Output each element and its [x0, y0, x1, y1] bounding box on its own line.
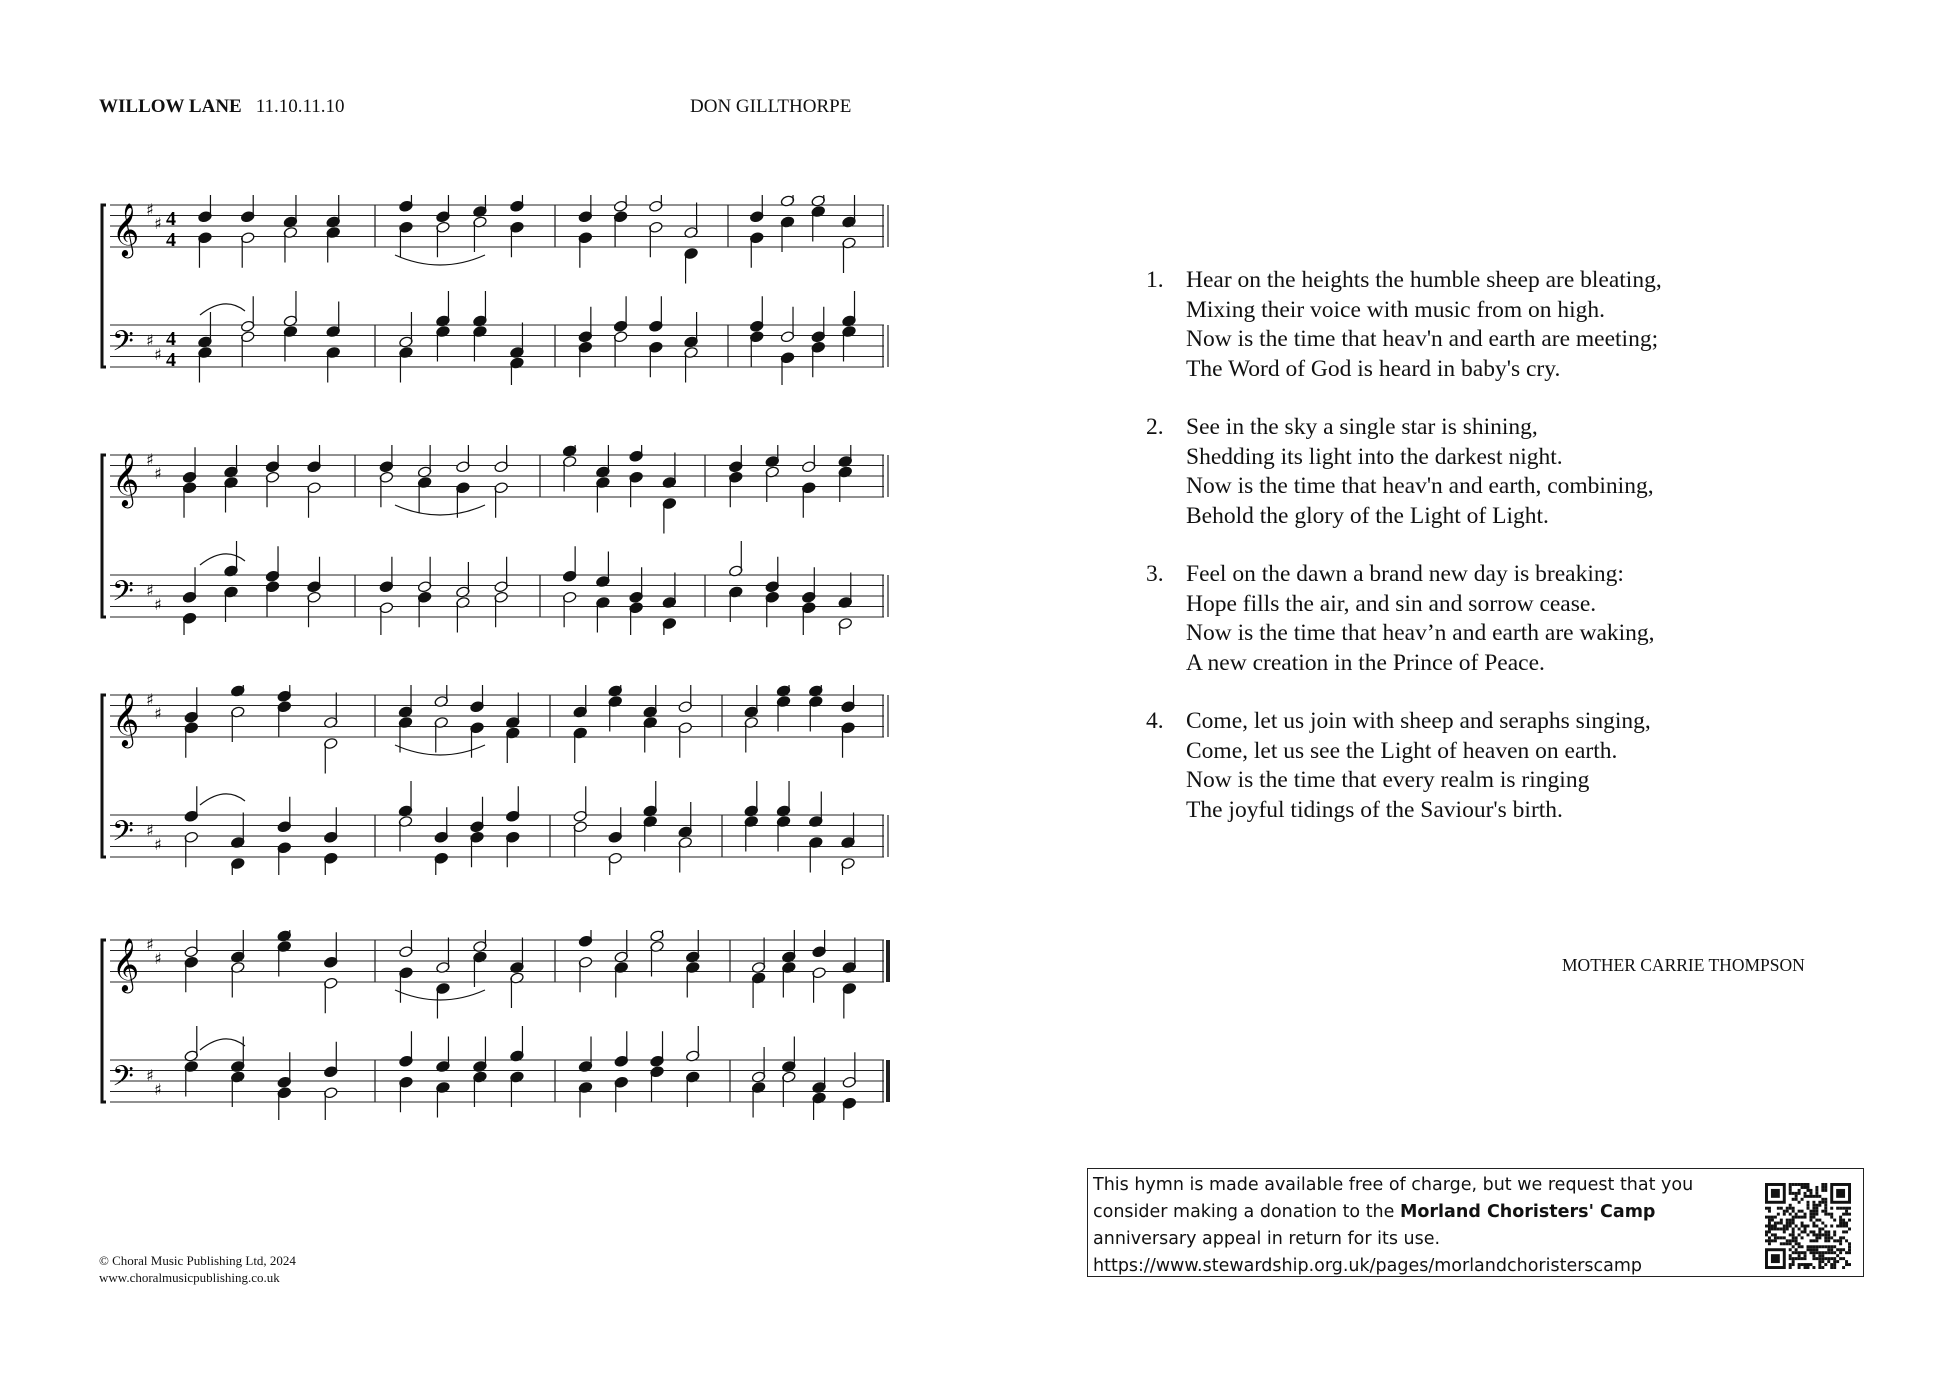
score-system	[100, 685, 890, 875]
svg-text:♯: ♯	[146, 200, 154, 219]
verse-line: See in the sky a single star is shining,	[1186, 414, 1538, 440]
svg-text:♯: ♯	[154, 949, 162, 968]
camp-name: Morland Choristers' Camp	[1399, 1202, 1656, 1222]
copyright-block	[99, 1252, 296, 1286]
svg-text:𝄢: 𝄢	[112, 815, 134, 855]
verse-line: Shedding its light into the darkest night.	[1186, 443, 1563, 470]
hymn-verses	[1146, 266, 1786, 854]
svg-text:♯: ♯	[154, 595, 162, 614]
svg-text:4: 4	[166, 349, 176, 371]
svg-text:𝄢: 𝄢	[112, 1060, 134, 1100]
svg-text:𝄞: 𝄞	[112, 692, 140, 746]
svg-text:𝄞: 𝄞	[112, 202, 140, 256]
tune-title	[99, 96, 345, 118]
copyright-text: © Choral Music Publishing Ltd, 2024	[99, 1253, 296, 1268]
svg-text:♯: ♯	[146, 1066, 154, 1085]
verse-line: Hear on the heights the humble sheep are bleating,	[1186, 267, 1662, 293]
svg-text:4: 4	[166, 328, 176, 350]
donation-url[interactable]: https://www.stewardship.org.uk/pages/morlandchoristerscamp	[1093, 1256, 1643, 1276]
svg-text:𝄢: 𝄢	[112, 325, 134, 365]
svg-text:𝄢: 𝄢	[112, 575, 134, 615]
publisher-website[interactable]: www.choralmusicpublishing.co.uk	[99, 1270, 280, 1285]
tune-meter: 11.10.11.10	[255, 96, 345, 117]
verse-line: Now is the time that heav’n and earth are waking,	[1186, 620, 1655, 646]
verse-line: Now is the time that every realm is ringing	[1186, 767, 1590, 793]
verse-line: Hope fills the air, and sin and sorrow cease.	[1186, 590, 1597, 617]
verse-line: The joyful tidings of the Saviour's birth.	[1186, 796, 1563, 823]
svg-text:𝄞: 𝄞	[112, 937, 140, 991]
score-system	[100, 195, 890, 385]
svg-text:♯: ♯	[146, 331, 154, 350]
verse-line: Mixing their voice with music from on high.	[1186, 296, 1606, 323]
svg-text:♯: ♯	[146, 450, 154, 469]
verse-number: 3.	[1146, 561, 1164, 587]
qr-code-icon[interactable]	[1765, 1183, 1851, 1269]
donation-notice	[1087, 1168, 1864, 1277]
tune-name: WILLOW LANE	[99, 96, 242, 117]
verse-line: The Word of God is heard in baby's cry.	[1186, 355, 1561, 382]
verse-4	[1146, 707, 1786, 825]
verse-3	[1146, 560, 1786, 678]
svg-text:♯: ♯	[154, 214, 162, 233]
svg-text:♯: ♯	[146, 581, 154, 600]
svg-text:♯: ♯	[154, 464, 162, 483]
svg-text:♯: ♯	[146, 935, 154, 954]
svg-text:𝄞: 𝄞	[112, 452, 140, 506]
score-system	[100, 930, 890, 1120]
composer-name: DON GILLTHORPE	[690, 96, 852, 117]
svg-text:♯: ♯	[154, 704, 162, 723]
verse-line: Behold the glory of the Light of Light.	[1186, 502, 1549, 529]
verse-number: 2.	[1146, 414, 1164, 440]
verse-line: Now is the time that heav'n and earth, combining,	[1186, 473, 1654, 499]
svg-text:4: 4	[166, 229, 176, 251]
svg-text:♯: ♯	[154, 835, 162, 854]
verse-line: Now is the time that heav'n and earth are meeting;	[1186, 326, 1659, 352]
verse-line: Feel on the dawn a brand new day is breaking:	[1186, 561, 1624, 587]
verse-line: Come, let us see the Light of heaven on earth.	[1186, 737, 1618, 764]
svg-text:♯: ♯	[146, 690, 154, 709]
svg-text:♯: ♯	[154, 1080, 162, 1099]
author-name: MOTHER CARRIE THOMPSON	[1562, 955, 1805, 975]
svg-text:♯: ♯	[154, 345, 162, 364]
verse-2	[1146, 413, 1786, 531]
score-system	[100, 445, 890, 635]
verse-number: 1.	[1146, 267, 1164, 293]
notice-text-end: anniversary appeal in return for its use.	[1093, 1229, 1441, 1249]
verse-number: 4.	[1146, 708, 1164, 734]
verse-line: A new creation in the Prince of Peace.	[1186, 649, 1545, 676]
svg-text:4: 4	[166, 208, 176, 230]
verse-1	[1146, 266, 1786, 384]
verse-line: Come, let us join with sheep and seraphs singing,	[1186, 708, 1651, 734]
notice-text: This hymn is made available free of charge, but we request that you consider making a donation to the	[1093, 1175, 1694, 1222]
svg-text:♯: ♯	[146, 821, 154, 840]
